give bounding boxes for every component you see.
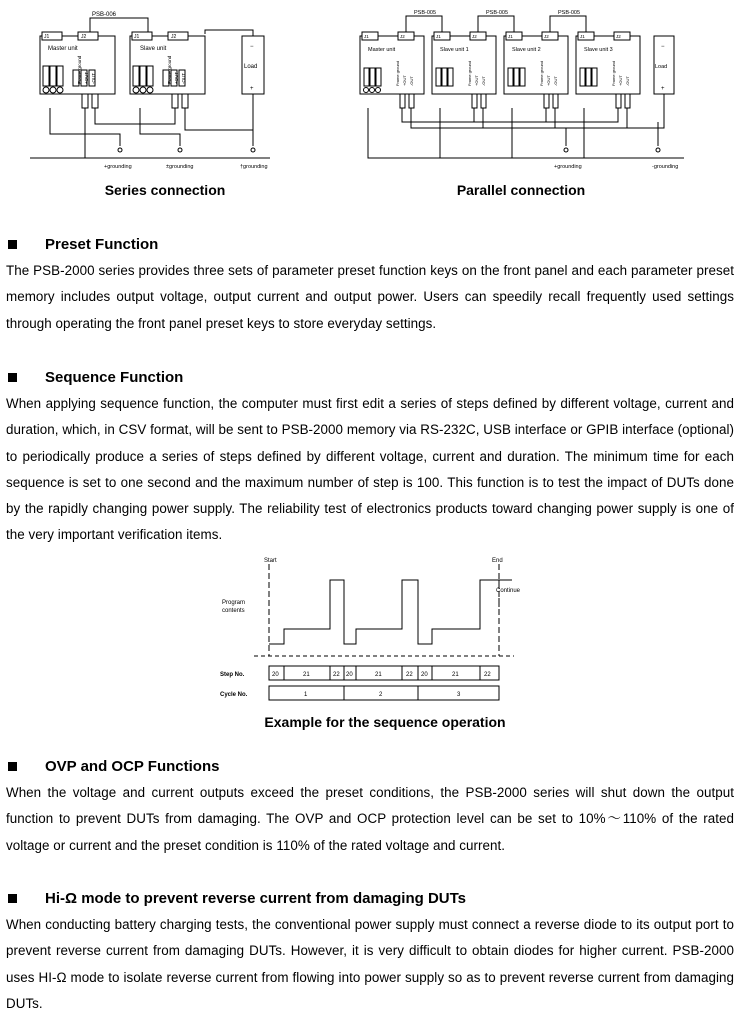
square-bullet-icon bbox=[8, 894, 17, 903]
square-bullet-icon bbox=[8, 373, 17, 382]
parallel-master-label: Master unit bbox=[368, 47, 396, 53]
parallel-master-minus-out: -OUT bbox=[409, 76, 414, 86]
square-bullet-icon bbox=[8, 762, 17, 771]
preset-body: The PSB-2000 series provides three sets of parameter preset function keys on the front panel and each parameter preset memory includes output voltage, output current and output power. Users can speedily recall frequently used settings through operating the front panel preset keys to store everyday settings. bbox=[6, 263, 734, 331]
series-ground-left: +grounding bbox=[104, 164, 132, 170]
parallel-slave2-minus-out: -OUT bbox=[553, 76, 558, 86]
parallel-ground-right: -grounding bbox=[652, 164, 679, 170]
ovp-title: OVP and OCP Functions bbox=[45, 758, 220, 775]
series-connection-diagram bbox=[30, 6, 290, 174]
parallel-slave1-j1: J1 bbox=[436, 34, 441, 39]
series-master-j1: J1 bbox=[44, 34, 50, 40]
series-master-plus-out: +OUT bbox=[84, 71, 89, 84]
step-cell: 22 bbox=[333, 672, 340, 678]
program-label-2: contents bbox=[222, 608, 245, 614]
step-cell: 20 bbox=[346, 672, 353, 678]
series-slave-label: Slave unit bbox=[140, 46, 167, 52]
parallel-master-frame-ground: Frame ground bbox=[395, 60, 400, 86]
sequence-caption: Example for the sequence operation bbox=[264, 714, 506, 730]
sequence-start-label: Start bbox=[264, 558, 277, 564]
series-load-label: Load bbox=[244, 64, 258, 70]
parallel-slave-2-label: Slave unit 2 bbox=[512, 47, 541, 53]
sequence-body: When applying sequence function, the computer must first edit a series of steps defined by different voltage, current and duration, which, in CSV format, will be sent to PSB-2000 memory via RS-232C, USB interface or GPIB interface (optional) to periodically produce a series of steps defined by different voltage, current and duration. The minimum time for each sequence is set to one second and the maximum number of step is 100. This function is to test the impact of DUTs done by the rapidly changing power supply. The reliability test of electronics products toward changing power supply is one of the very important verification items. bbox=[6, 396, 734, 543]
parallel-slave2-j2: J2 bbox=[544, 34, 549, 39]
parallel-slave2-plus-out: +OUT bbox=[546, 75, 551, 86]
parallel-master-plus-out: +OUT bbox=[402, 75, 407, 86]
cycle-no-label: Cycle No. bbox=[220, 692, 248, 698]
series-load-minus: − bbox=[250, 44, 254, 50]
parallel-load-minus: − bbox=[661, 44, 665, 50]
sequence-end-label: End bbox=[492, 558, 503, 564]
parallel-slave1-frame-ground: Frame ground bbox=[467, 60, 472, 86]
hiohm-heading bbox=[8, 890, 466, 907]
parallel-load-plus: + bbox=[661, 86, 665, 92]
step-cell: 21 bbox=[303, 672, 310, 678]
parallel-slave-1-label: Slave unit 1 bbox=[440, 47, 469, 53]
cycle-cell: 2 bbox=[379, 692, 383, 698]
parallel-slave1-minus-out: -OUT bbox=[481, 76, 486, 86]
parallel-slave1-plus-out: +OUT bbox=[474, 75, 479, 86]
sequence-title: Sequence Function bbox=[45, 369, 184, 386]
series-caption: Series connection bbox=[104, 182, 226, 198]
series-master-frame-ground: Frame ground bbox=[77, 55, 82, 84]
parallel-slave-3-label: Slave unit 3 bbox=[584, 47, 613, 53]
series-slave-minus-out: -OUT bbox=[181, 73, 186, 84]
parallel-master-j1: J1 bbox=[364, 34, 369, 39]
series-slave-j2: J2 bbox=[171, 34, 177, 40]
series-slave-frame-ground: Frame ground bbox=[167, 55, 172, 84]
step-cell: 21 bbox=[375, 672, 382, 678]
parallel-cable-3: PSB-005 bbox=[558, 10, 581, 16]
cycle-cell: 1 bbox=[304, 692, 308, 698]
series-master-minus-out: -OUT bbox=[91, 73, 96, 84]
series-load-plus: + bbox=[250, 86, 254, 92]
step-cell: 21 bbox=[452, 672, 459, 678]
parallel-connection-diagram bbox=[354, 6, 690, 174]
parallel-master-j2: J2 bbox=[400, 34, 405, 39]
step-no-label: Step No. bbox=[220, 672, 245, 678]
parallel-ground-left: +grounding bbox=[554, 164, 582, 170]
series-ground-right: †grounding bbox=[240, 164, 268, 170]
program-label-1: Program bbox=[222, 600, 246, 606]
step-cell: 20 bbox=[421, 672, 428, 678]
series-master-j2: J2 bbox=[81, 34, 87, 40]
sequence-heading bbox=[8, 369, 183, 386]
parallel-slave2-frame-ground: Frame ground bbox=[539, 60, 544, 86]
parallel-slave3-j2: J2 bbox=[616, 34, 621, 39]
parallel-load-label: Load bbox=[655, 64, 668, 70]
cycle-cell: 3 bbox=[457, 692, 461, 698]
square-bullet-icon bbox=[8, 240, 17, 249]
sequence-operation-diagram bbox=[214, 554, 534, 706]
step-cell: 20 bbox=[272, 672, 279, 678]
sequence-continue-label: Continue bbox=[496, 588, 521, 594]
series-cable-label: PSB-006 bbox=[92, 12, 117, 18]
preset-title: Preset Function bbox=[45, 236, 159, 253]
parallel-slave1-j2: J2 bbox=[472, 34, 477, 39]
parallel-caption: Parallel connection bbox=[456, 182, 586, 198]
preset-heading bbox=[8, 236, 158, 253]
parallel-slave3-minus-out: -OUT bbox=[625, 76, 630, 86]
parallel-cable-2: PSB-005 bbox=[486, 10, 509, 16]
hiohm-body: When conducting battery charging tests, the conventional power supply must connect a reverse diode to its output port to prevent reverse current from damaging DUTs. However, it is very difficult to obtain diodes for higher current. PSB-2000 uses HI-Ω mode to isolate reverse current from flowing into power supply so as to prevent reverse current from damaging DUTs. bbox=[6, 917, 734, 1011]
ovp-heading bbox=[8, 758, 219, 775]
parallel-cable-1: PSB-005 bbox=[414, 10, 437, 16]
series-ground-mid: ±grounding bbox=[166, 164, 194, 170]
series-slave-j1: J1 bbox=[134, 34, 140, 40]
parallel-slave3-j1: J1 bbox=[580, 34, 585, 39]
parallel-slave3-plus-out: +OUT bbox=[618, 75, 623, 86]
step-cell: 22 bbox=[406, 672, 413, 678]
parallel-slave2-j1: J1 bbox=[508, 34, 513, 39]
series-master-label: Master unit bbox=[48, 46, 78, 52]
ovp-body: When the voltage and current outputs exceed the preset conditions, the PSB-2000 series will shut down the output function to prevent DUTs from damaging. The OVP and OCP protection level can be set to 10%～110% of the rated voltage or current and the preset condition is 110% of the rated voltage and current. bbox=[6, 785, 734, 853]
series-slave-plus-out: +OUT bbox=[174, 71, 179, 84]
step-cell: 22 bbox=[484, 672, 491, 678]
parallel-slave3-frame-ground: Frame ground bbox=[611, 60, 616, 86]
hiohm-title: Hi-Ω mode to prevent reverse current from damaging DUTs bbox=[45, 890, 467, 907]
